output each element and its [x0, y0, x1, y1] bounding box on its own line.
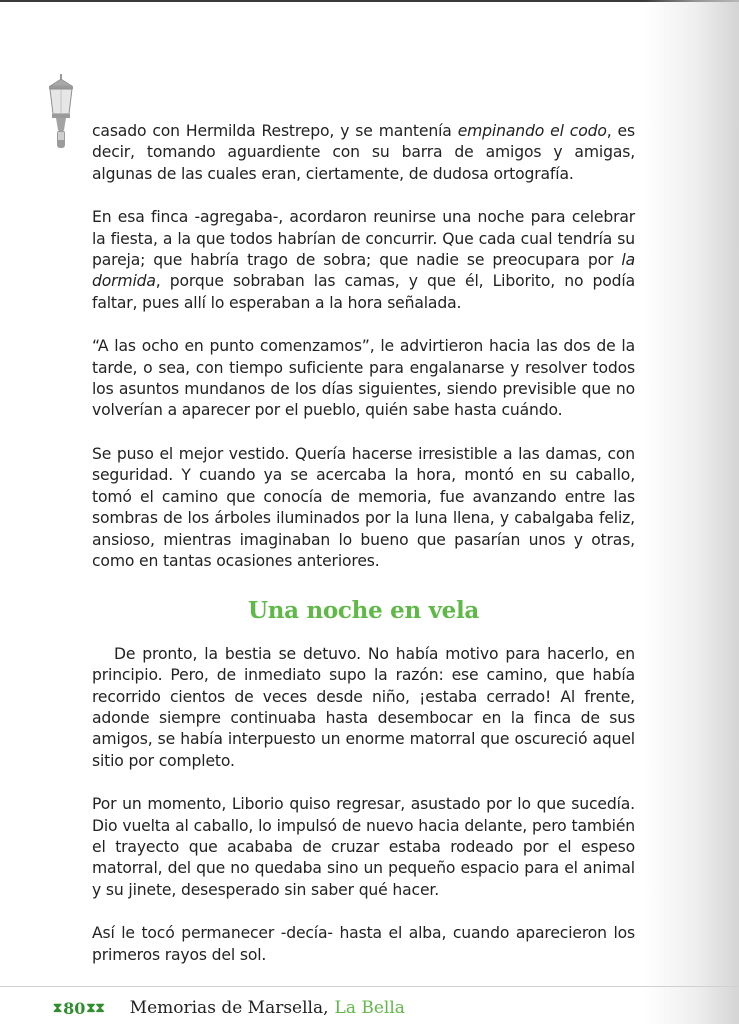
text-segment: casado con Hermilda Restrepo, y se mantenía	[92, 122, 458, 140]
book-title: Memorias de Marsella,	[129, 998, 329, 1018]
italic-phrase: empinando el codo	[457, 122, 607, 140]
text-segment: Se puso el mejor vestido. Quería hacerse irresistible a las damas, con seguridad. Y cuando ya se acercaba la hora, montó en su caballo, tomó el camino que conocía de memoria, fue avanzando entre las sombras de los árboles iluminados por la luna llena, y cabalgaba feliz, ansioso, mientras imaginaban lo bueno que pasarían unos y otras, como en tantas ocasiones anteriores.	[92, 444, 635, 570]
page-body	[92, 121, 635, 988]
paragraph	[92, 444, 635, 572]
page-number-block	[52, 999, 106, 1018]
footer-rule	[0, 986, 739, 987]
paragraph	[92, 794, 635, 901]
book-subtitle: La Bella	[334, 998, 405, 1018]
text-segment: , porque sobraban las camas, y que él, Liborito, no podía faltar, pues allí lo esperaban a la hora señalada.	[92, 272, 635, 312]
text-segment: Por un momento, Liborio quiso regresar, asustado por lo que sucedía. Dio vuelta al caballo, lo impulsó de nuevo hacia delante, pero también el trayecto que acababa de cruzar estaba rodeado por el espeso matorral, del que no quedaba sino un pequeño espacio para el animal y su jinete, desesperado sin saber qué hacer.	[92, 795, 635, 899]
text-segment: Así le tocó permanecer -decía- hasta el alba, cuando aparecieron los primeros rayos del sol.	[92, 924, 635, 964]
text-segment: , es decir, tomando aguardiente con su barra de amigos y amigas, algunas de las cuales eran, ciertamente, de dudosa ortografía.	[92, 122, 635, 183]
text-segment: De pronto, la bestia se detuvo. No había motivo para hacerlo, en principio. Pero, de inmediato supo la razón: ese camino, que había recorrido cientos de veces desde niño, ¡estaba cerrado! Al frente, adonde siempre continuaba hasta desembocar en la finca de sus amigos, se había interpuesto un enorme matorral que oscureció aquel sitio por completo.	[92, 644, 635, 770]
paragraph	[92, 121, 635, 185]
paragraph	[92, 644, 635, 772]
text-segment: “A las ocho en punto comenzamos”, le advirtieron hacia las dos de la tarde, o sea, con tiempo suficiente para engalanarse y resolver todos los asuntos mundanos de los días siguientes, siendo previsible que no volverían a aparecer por el pueblo, quién sabe hasta cuándo.	[92, 337, 635, 420]
paragraph	[92, 336, 635, 422]
section-heading: Una noche en vela	[247, 597, 480, 625]
italic-phrase: la dormida	[92, 251, 635, 291]
page-footer	[52, 996, 405, 1020]
paragraph	[92, 207, 635, 314]
paragraph	[92, 923, 635, 966]
hourglass-ornament-icon: ⧗⧗	[86, 1000, 105, 1016]
page-edge-shadow	[644, 0, 739, 1024]
street-lamp-icon	[44, 74, 78, 152]
hourglass-ornament-icon: ⧗	[53, 1000, 63, 1016]
paragraphs-after-heading	[92, 644, 635, 966]
top-rule	[0, 0, 739, 2]
page-number: 80	[63, 998, 86, 1018]
paragraphs-before-heading	[92, 121, 635, 572]
text-segment: En esa finca -agregaba-, acordaron reunirse una noche para celebrar la fiesta, a la que todos habrían de concurrir. Que cada cual tendría su pareja; que habría trago de sobra; que nadie se preocupara por	[92, 208, 635, 270]
